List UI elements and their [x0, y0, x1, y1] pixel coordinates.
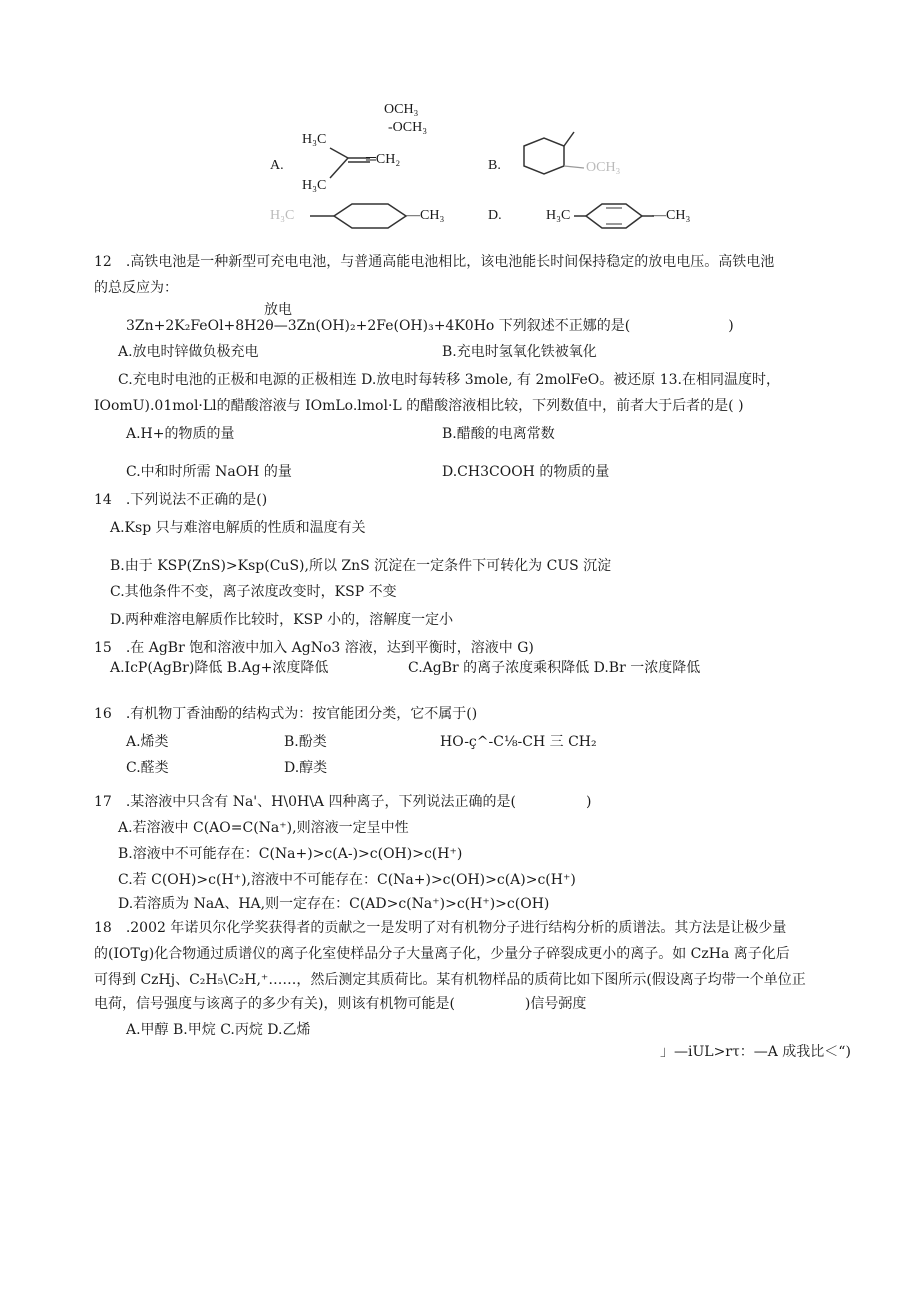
q11-top-label-2: -OCH₃: [388, 120, 428, 135]
q17-stem: 17 .某溶液中只含有 Na'、H\0H\A 四种离子，下列说法正确的是( ): [94, 794, 592, 810]
q11-option-a-ch2: ═CH₂: [366, 152, 401, 167]
q14-option-d: D.两种难溶电解质作比较时，KSP 小的，溶解度一定小: [110, 612, 454, 628]
q11-option-a-h3c-top: H₃C: [302, 132, 327, 147]
q11-option-c-left: H₃C: [270, 208, 295, 223]
q11-option-a-letter: A.: [270, 158, 284, 173]
q18-stem-line1: 18 .2002 年诺贝尔化学奖获得者的贡献之一是发明了对有机物分子进行结构分析的质谱法。其方法是让极少量: [94, 920, 787, 936]
q18-stem-line3: 可得到 CzHj、C₂H₅\C₂H,⁺……，然后测定其质荷比。某有机物样品的质荷比如下图所示(假设离子均带一个单位正: [94, 972, 806, 988]
q17-option-b: B.溶液中不可能存在：C(Na+)>c(A-)>c(OH)>c(H⁺): [118, 846, 463, 862]
q12-option-cd-and-q13-stem: C.充电时电池的正极和电源的正极相连 D.放电时每转移 3mole, 有 2molFeO。被还原 13.在相同温度时，: [118, 372, 780, 388]
q18-stem-line2: 的(IOTg)化合物通过质谱仪的离子化室使样品分子大量离子化，少量分子碎裂成更小的离子。如 CzHa 离子化后: [94, 946, 790, 962]
q17-option-d: D.若溶质为 NaA、HA,则一定存在：C(AD>c(Na⁺)>c(H⁺)>c(OH): [118, 896, 550, 912]
q13-option-d: D.CH3COOH 的物质的量: [442, 464, 610, 480]
q11-top-label-1: OCH₃: [384, 102, 419, 117]
q16-formula: HO-ç^-C⅛-CH 三 CH₂: [440, 734, 597, 750]
q13-option-b: B.醋酸的电离常数: [442, 426, 555, 442]
q11-option-b-substituent: OCH₃: [586, 160, 621, 175]
q17-option-c: C.若 C(OH)>c(H⁺),溶液中不可能存在：C(Na+)>c(OH)>c(A)>c(H⁺): [118, 872, 576, 888]
q16-option-a: A.烯类: [126, 734, 169, 750]
q11-option-d-letter: D.: [488, 208, 502, 223]
q16-stem: 16 .有机物丁香油酚的结构式为：按官能团分类，它不属于(): [94, 706, 478, 722]
q18-stem-line4: 电荷，信号强度与该离子的多少有关)，则该有机物可能是( )信号弼度: [94, 996, 587, 1012]
q14-option-c: C.其他条件不变，离子浓度改变时，KSP 不变: [110, 584, 397, 600]
q18-options: A.甲醇 B.甲烷 C.丙烷 D.乙烯: [126, 1022, 311, 1038]
q14-option-b: B.由于 KSP(ZnS)>Ksp(CuS),所以 ZnS 沉淀在一定条件下可转化为 CUS 沉淀: [110, 558, 612, 574]
q11-option-d-left: H₃C: [546, 208, 571, 223]
q18-chart-caption: 」—iUL>rτ：—A 成我比＜“): [660, 1044, 851, 1060]
q12-option-a: A.放电时锌做负极充电: [118, 344, 259, 360]
q11-option-c-right: —CH₃: [406, 208, 445, 223]
q16-option-b: B.酚类: [284, 734, 327, 750]
q14-option-a: A.Ksp 只与难溶电解质的性质和温度有关: [110, 520, 366, 536]
q12-equation: 3Zn+2K₂FeOl+8H2θ—3Zn(OH)₂+2Fe(OH)₃+4K0Ho 下列叙述不正娜的是( ): [126, 318, 734, 334]
q13-stem: IOomU).01mol·Ll的醋酸溶液与 IOmLo.lmol·L 的醋酸溶液相比较，下列数值中，前者大于后者的是( ): [94, 398, 744, 414]
q13-option-a: A.H+的物质的量: [126, 426, 235, 442]
q12-stem-line1: 12 .高铁电池是一种新型可充电电池，与普通高能电池相比，该电池能长时间保持稳定的放电电压。高铁电池: [94, 254, 775, 270]
q11-structure-figure: [262, 100, 691, 240]
q11-option-a-h3c-bottom: H₃C: [302, 178, 327, 193]
q14-stem: 14 .下列说法不正确的是(): [94, 492, 268, 508]
q12-discharge-label: 放电: [264, 302, 292, 318]
q12-stem-line2: 的总反应为：: [94, 280, 178, 296]
q15-stem: 15 .在 AgBr 饱和溶液中加入 AgNo3 溶液，达到平衡时，溶液中 G): [94, 640, 534, 656]
q15-option-cd: C.AgBr 的离子浓度乘积降低 D.Br 一浓度降低: [408, 660, 701, 676]
q15-option-ab: A.IcP(AgBr)降低 B.Ag+浓度降低: [110, 660, 329, 676]
q11-option-b-letter: B.: [488, 158, 501, 173]
q16-option-c: C.醛类: [126, 760, 169, 776]
q16-option-d: D.醇类: [284, 760, 328, 776]
q13-option-c: C.中和时所需 NaOH 的量: [126, 464, 292, 480]
q17-option-a: A.若溶液中 C(AO=C(Na⁺),则溶液一定呈中性: [118, 820, 409, 836]
q12-option-b: B.充电时氢氧化铁被氧化: [442, 344, 597, 360]
q11-option-d-right: —CH₃: [652, 208, 691, 223]
